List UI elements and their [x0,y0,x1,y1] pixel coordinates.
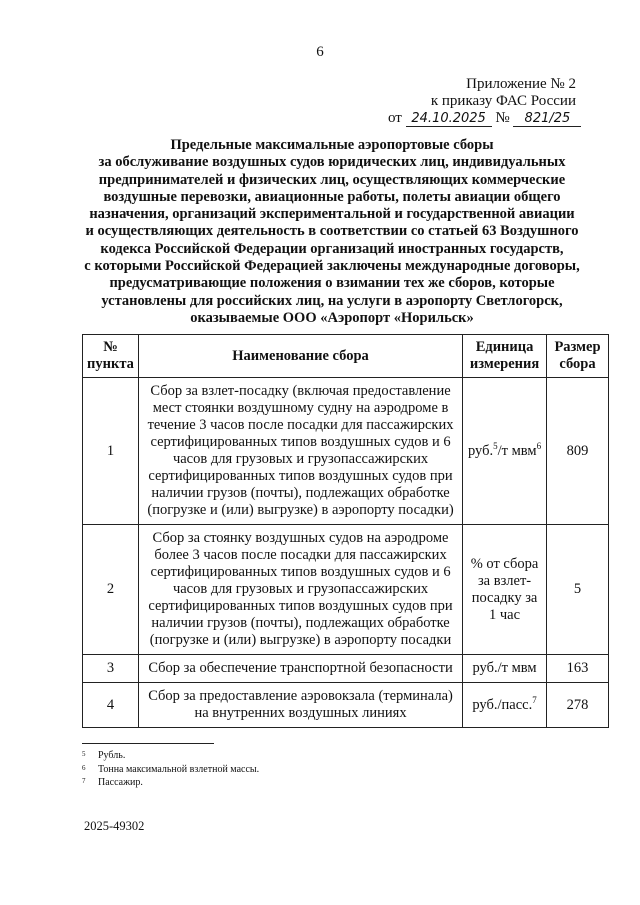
document-number: 2025-49302 [84,819,145,833]
row-num: 2 [83,525,139,655]
document-title [82,137,582,327]
footnotes [82,749,259,790]
table-row [83,378,609,525]
title-line: и осуществляющих деятельность в соответствии со статьей 63 Воздушного [85,223,579,240]
title-line: оказываемые ООО «Аэропорт «Норильск» [190,309,474,326]
title-line: с которыми Российской Федерацией заключены международные договоры, [84,258,580,275]
header-amount: Размер сбора [547,335,609,378]
title-line: кодекса Российской Федерации организаций иностранных государств, [100,240,564,257]
date-prefix: от [388,110,402,126]
fee-unit: руб./т мвм [463,655,547,683]
footnote-mark: 7 [82,777,86,785]
page-number: 6 [316,44,324,60]
fee-name: Сбор за предоставление аэровокзала (терминала) на внутренних воздушных линиях [138,683,462,728]
footnote-divider [82,743,214,744]
footnote-mark: 6 [82,763,86,772]
footnote [82,763,259,777]
order-number-handwritten: 821/25 [513,111,581,127]
footnote-text: Рубль. [98,750,126,761]
fee-unit: руб./пасс.$^7$ [463,683,547,728]
order-date-handwritten: 24.10.2025 [406,111,492,127]
fee-amount: 809 [547,378,609,525]
footnote [82,749,259,763]
header-name: Наименование сбора [138,335,462,378]
fee-name: Сбор за обеспечение транспортной безопасности [138,655,462,683]
header-num: № пункта [83,335,139,378]
title-line: установлены для российских лиц, на услуги в аэропорту Светлогорск, [101,292,563,309]
footnote-mark: 5 [82,750,86,758]
footnote [82,776,259,790]
fees-table [82,334,609,728]
appendix-subtitle: к приказу ФАС России [430,93,576,109]
title-line: предпринимателей и физических лиц, осуществляющих коммерческие [98,171,566,188]
table-row [83,683,609,728]
footnote-text: Пассажир. [98,777,143,788]
title-line: предусматривающие положения о взимании тех же сборов, которые [109,275,555,292]
fee-amount: 163 [547,655,609,683]
fee-unit: руб.$^5$/т мвм$^6$ [463,378,547,525]
title-line: воздушные перевозки, авиационные работы, полеты авиации общего [103,188,561,205]
table-header-row [83,335,609,378]
order-date-number [388,110,581,127]
table-row [83,525,609,655]
table-row [83,655,609,683]
fee-name: Сбор за взлет-посадку (включая предоставление мест стоянки воздушному судну на аэродроме в течение 3 часов после посадки для пассажирских сертифицированных типов воздушных судов и 6 часов для грузовых и грузопассажирских сертифицированных типов воздушных судов при наличии грузов (почты), подлежащих обработке (погрузке и (или) выгрузке) в аэропорту посадки) [138,378,462,525]
title-line: назначения, организаций экспериментальной и государственной авиации [89,206,575,223]
row-num: 4 [83,683,139,728]
fee-amount: 5 [547,525,609,655]
header-unit: Единица измерения [463,335,547,378]
number-prefix: № [495,110,510,126]
appendix-header [431,76,576,110]
fee-unit: % от сбора за взлет-посадку за 1 час [463,525,547,655]
fee-amount: 278 [547,683,609,728]
title-line: за обслуживание воздушных судов юридических лиц, индивидуальных [98,154,566,171]
footnote-text: Тонна максимальной взлетной массы. [98,763,260,775]
title-line: Предельные максимальные аэропортовые сборы [170,137,494,153]
fee-name: Сбор за стоянку воздушных судов на аэродроме более 3 часов после посадки для пассажирских сертифицированных типов воздушных судов и 6 часов для грузовых и грузопассажирских сертифицированных типов воздушных судов при наличии грузов (почты), подлежащих обработке (погрузке и (или) выгрузке) в аэропорту посадки [138,525,462,655]
appendix-title: Приложение № 2 [466,76,576,92]
row-num: 3 [83,655,139,683]
row-num: 1 [83,378,139,525]
